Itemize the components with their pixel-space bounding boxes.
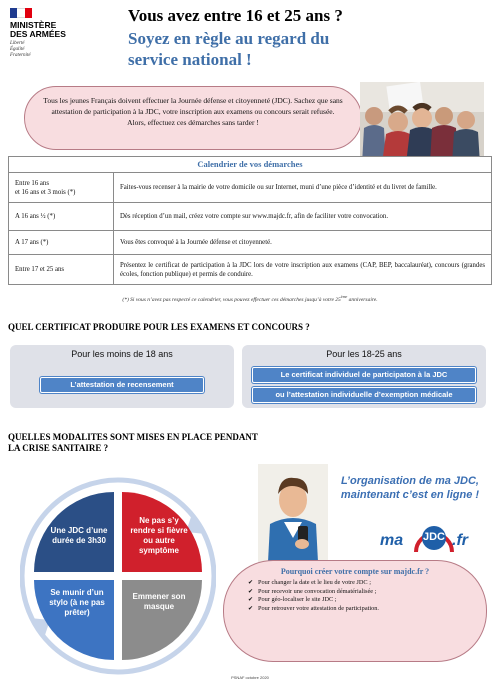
- slogan-line: L’organisation de ma JDC,: [341, 475, 479, 487]
- slogan-line: maintenant c’est en ligne !: [340, 489, 480, 501]
- medical-exemption-button: ou l’attestation individuelle d’exemption médicale: [252, 387, 476, 403]
- flag-white: [17, 8, 24, 18]
- participation-certificate-button: Le certificat individuel de participaton à la JDC: [252, 367, 476, 383]
- motto-line: Fraternité: [10, 53, 31, 58]
- document-reference: PSNAF octobre 2020: [231, 675, 269, 680]
- ministry-logo: [10, 8, 82, 59]
- sanitary-section-title: QUELLES MODALITES SONT MISES EN PLACE PENDANT LA CRISE SANITAIRE ?: [8, 432, 258, 453]
- young-man-illustration: [258, 464, 328, 562]
- why-title: Pourquoi créer votre compte sur majdc.fr ?: [280, 567, 430, 576]
- motto-line: Liberté: [10, 41, 25, 46]
- french-flag-icon: [10, 8, 32, 18]
- under18-panel: [10, 345, 234, 408]
- ministry-name-line: MINISTÈRE: [10, 20, 57, 30]
- students-photo-illustration: [360, 82, 484, 164]
- logo-jdc-text: JDC: [423, 531, 446, 543]
- intro-text: Tous les jeunes Français doivent effectuer la Journée défense et citoyenneté (JDC). Sachez que sans attestation de participation à la JDC, votre inscription aux examens ou concours serait refusée. Alors, effectuez ces démarches sans tarder !: [43, 96, 343, 127]
- students-photo: [360, 82, 484, 164]
- measure-pen: Se munir d’un stylo (à ne pas prêter): [49, 588, 105, 617]
- age18-25-title: Pour les 18-25 ans: [326, 349, 402, 359]
- table-row: [9, 173, 492, 203]
- sanitary-diagram-shapes: [20, 474, 216, 678]
- ministry-name: [10, 21, 82, 39]
- calendar-age: Entre 16 ans et 16 ans et 3 mois (*): [9, 173, 114, 203]
- cycle-ring: [22, 480, 214, 672]
- under18-title: Pour les moins de 18 ans: [71, 349, 173, 359]
- intro-box: [24, 86, 362, 150]
- calendar-title: Calendrier de vos démarches: [9, 157, 492, 173]
- ministry-name-line: DES ARMÉES: [10, 29, 66, 39]
- calendar-action: Présentez le certificat de participation à la JDC lors de votre inscription aux examens (CAP, BEP, baccalauréat), concours (grandes écoles, fonction publique) et permis de conduire.: [114, 255, 492, 285]
- measure-symptoms: Ne pas s’y rendre si fièvre ou autre symptôme: [130, 516, 188, 555]
- motto-line: Égalité: [10, 47, 25, 52]
- calendar-action: Vous êtes convoqué à la Journée défense et citoyenneté.: [114, 231, 492, 255]
- jdc-slogan: [330, 474, 490, 502]
- young-man-phone-photo: [258, 464, 328, 562]
- census-certificate-button: L’attestation de recensement: [40, 377, 204, 393]
- flag-blue: [10, 8, 17, 18]
- calendar-age: Entre 17 et 25 ans: [9, 255, 114, 285]
- page-title: Vous avez entre 16 et 25 ans ?: [128, 6, 343, 25]
- certificates-section-title: QUEL CERTIFICAT PRODUIRE POUR LES EXAMENS ET CONCOURS ?: [8, 322, 310, 332]
- sanitary-measures-diagram: [20, 474, 216, 678]
- list-item: ✔ Pour retrouver votre attestation de participation.: [248, 605, 462, 614]
- jdc-online-banner: [258, 464, 486, 562]
- flag-red: [25, 8, 32, 18]
- majdc-logo: [376, 516, 486, 556]
- table-row: [9, 203, 492, 231]
- why-list: [248, 579, 462, 613]
- list-item: ✔ Pour géo-localiser le site JDC ;: [248, 596, 462, 605]
- measure-mask: Emmener son masque: [132, 592, 186, 611]
- age18-25-panel: [242, 345, 486, 408]
- why-account-box: [223, 560, 487, 662]
- calendar-age: A 17 ans (*): [9, 231, 114, 255]
- footnote-sup: ème: [340, 294, 348, 299]
- calendar-action: Faites-vous recenser à la mairie de votre domicile ou sur Internet, muni d’une pièce d’identité et du livret de famille.: [114, 173, 492, 203]
- list-item: ✔ Pour changer la date et le lieu de votre JDC ;: [248, 579, 462, 588]
- calendar-footnote: [0, 294, 500, 303]
- table-row: [9, 231, 492, 255]
- logo-ma-text: ma: [380, 532, 404, 549]
- measure-duration: Une JDC d’une durée de 3h30: [50, 526, 108, 545]
- page-subtitle: Soyez en règle au regard du service national !: [128, 29, 330, 69]
- calendar-age: A 16 ans ½ (*): [9, 203, 114, 231]
- calendar-header-row: [9, 157, 492, 173]
- footnote-text-end: anniversaire.: [347, 296, 378, 303]
- calendar-action: Dès réception d’un mail, créez votre compte sur www.majdc.fr, afin de faciliter votre convocation.: [114, 203, 492, 231]
- calendar-table: [8, 156, 492, 285]
- table-row: [9, 255, 492, 285]
- republic-motto: [10, 41, 82, 59]
- list-item: ✔ Pour recevoir une convocation dématérialisée ;: [248, 588, 462, 597]
- logo-fr-text: .fr: [452, 532, 468, 549]
- footnote-text: (*) Si vous n’avez pas respecté ce calendrier, vous pouvez effectuer ces démarches jusqu’à votre 25: [122, 296, 341, 303]
